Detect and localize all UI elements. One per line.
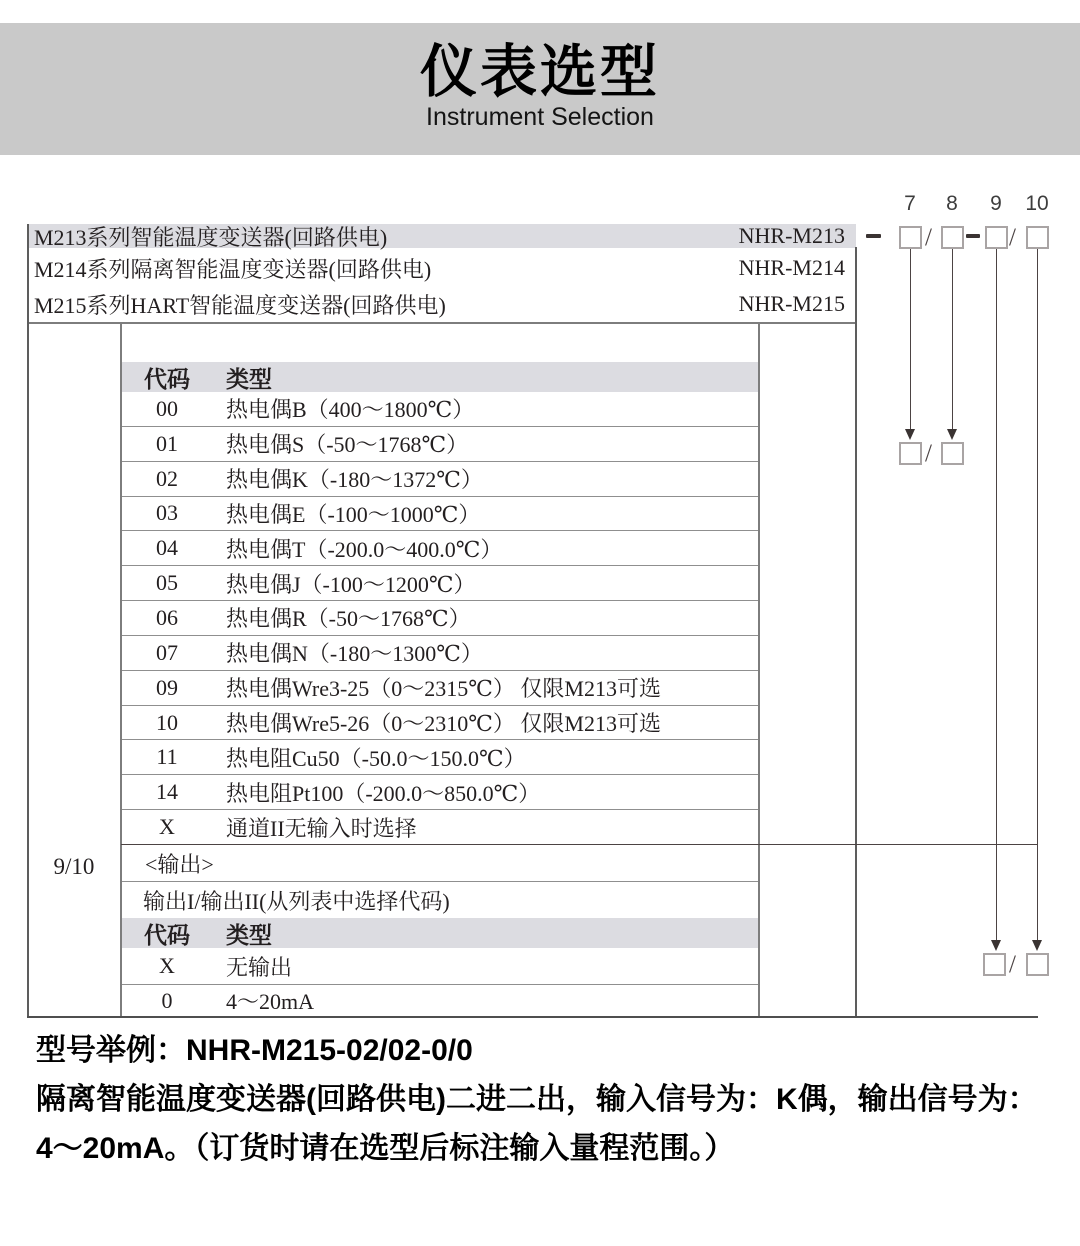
code-box-8 xyxy=(941,226,964,249)
example-line-1: 型号举例：NHR-M215-02/02-0/0 xyxy=(36,1034,473,1067)
model-row-m213 xyxy=(27,224,856,248)
output-section-title: <输出> xyxy=(122,845,758,882)
connector-line-10 xyxy=(1037,249,1038,940)
table-row: 05 热电偶J（-100～1200℃） xyxy=(122,566,758,601)
table-border-bottom xyxy=(27,1016,1038,1018)
output-table xyxy=(122,845,758,1016)
model-row-m214 xyxy=(27,250,856,286)
connector-line-9 xyxy=(996,249,997,940)
table-row: 09 热电偶Wre3-25（0～2315℃） 仅限M213可选 xyxy=(122,671,758,706)
table-inner-border xyxy=(758,322,760,1018)
code-box-7 xyxy=(899,226,922,249)
model-row-m215 xyxy=(27,286,856,322)
digit-label-9: 9 xyxy=(990,192,1002,215)
input-code-box-8 xyxy=(941,442,964,465)
slash-separator: / xyxy=(1009,951,1016,978)
code-box-9 xyxy=(985,226,1008,249)
column-header-code: 代码 xyxy=(144,922,190,948)
input-code-box-7 xyxy=(899,442,922,465)
table-row: 04 热电偶T（-200.0～400.0℃） xyxy=(122,531,758,566)
model-label: M215系列HART智能温度变送器(回路供电) xyxy=(34,292,446,318)
example-line-2: 隔离智能温度变送器(回路供电)二进二出，输入信号为：K偶，输出信号为： xyxy=(36,1083,1038,1116)
slash-separator: / xyxy=(925,440,932,467)
table-row: 00 热电偶B（400～1800℃） xyxy=(122,392,758,427)
digit-label-7: 7 xyxy=(904,192,916,215)
page-subtitle: Instrument Selection xyxy=(426,103,654,131)
input-type-table xyxy=(122,362,758,844)
connector-line-8 xyxy=(952,249,953,429)
model-code: NHR-M213 xyxy=(738,223,845,248)
title-band xyxy=(0,23,1080,155)
column-header-type: 类型 xyxy=(226,366,272,392)
arrow-down-icon xyxy=(947,429,957,440)
table-row: 14 热电阻Pt100（-200.0～850.0℃） xyxy=(122,775,758,810)
table-row: X 通道II无输入时选择 xyxy=(159,814,417,841)
arrow-down-icon xyxy=(991,940,1001,951)
arrow-down-icon xyxy=(905,429,915,440)
table-line xyxy=(27,322,856,324)
digit-label-8: 8 xyxy=(946,192,958,215)
model-label: M213系列智能温度变送器(回路供电) xyxy=(34,224,388,250)
output-table-header xyxy=(122,918,758,948)
digit-label-10: 10 xyxy=(1025,192,1049,215)
arrow-down-icon xyxy=(1032,940,1042,951)
slash-separator: / xyxy=(1009,224,1016,251)
table-row: 06 热电偶R（-50～1768℃） xyxy=(122,601,758,636)
model-label: M214系列隔离智能温度变送器(回路供电) xyxy=(34,256,432,282)
table-row: 07 热电偶N（-180～1300℃） xyxy=(122,636,758,671)
input-table-header xyxy=(122,362,758,392)
slash-separator: / xyxy=(925,224,932,251)
example-line-3: 4～20mA。（订货时请在选型后标注输入量程范围。） xyxy=(36,1132,735,1165)
table-row: 03 热电偶E（-100～1000℃） xyxy=(122,497,758,532)
output-section-subtitle: 输出I/输出II(从列表中选择代码) xyxy=(143,888,450,914)
dash-separator xyxy=(866,234,881,238)
output-code-box-9 xyxy=(983,953,1006,976)
table-row: 11 热电阻Cu50（-50.0～150.0℃） xyxy=(122,740,758,775)
input-table-rows xyxy=(122,392,758,844)
table-border-left xyxy=(27,224,29,1018)
table-row: 01 热电偶S（-50～1768℃） xyxy=(122,427,758,462)
table-row: 0 4～20mA xyxy=(161,987,315,1014)
dash-separator xyxy=(966,234,980,238)
table-row: 02 热电偶K（-180～1372℃） xyxy=(122,462,758,497)
table-row: X 无输出 xyxy=(122,948,758,985)
column-header-type: 类型 xyxy=(226,922,272,948)
model-code: NHR-M214 xyxy=(738,255,845,280)
column-header-code: 代码 xyxy=(144,366,190,392)
code-box-10 xyxy=(1026,226,1049,249)
output-code-box-10 xyxy=(1026,953,1049,976)
connector-line-7 xyxy=(910,249,911,429)
page-title: 仪表选型 xyxy=(420,40,660,104)
table-row: 10 热电偶Wre5-26（0～2310℃） 仅限M213可选 xyxy=(122,706,758,741)
digit-label-9-10: 9/10 xyxy=(53,854,95,879)
table-border-right xyxy=(855,247,857,1018)
model-code: NHR-M215 xyxy=(738,291,845,316)
model-example-block xyxy=(36,1026,1038,1173)
